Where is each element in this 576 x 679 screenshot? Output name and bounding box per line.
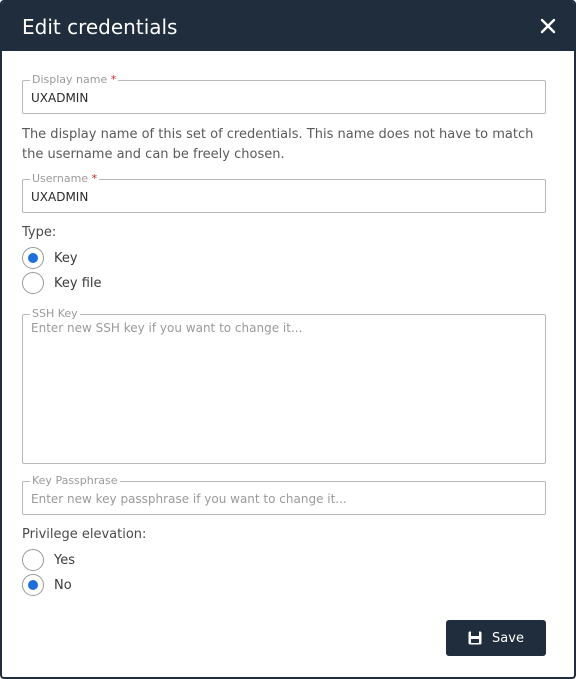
username-field <box>22 172 546 213</box>
ssh-key-textarea[interactable] <box>31 321 537 457</box>
required-marker: * <box>91 172 98 185</box>
type-option-key-file[interactable] <box>22 272 102 294</box>
privilege-no-label: No <box>54 577 72 593</box>
privilege-yes-label: Yes <box>54 552 75 568</box>
key-passphrase-label: Key Passphrase <box>32 474 118 487</box>
type-key-radio[interactable] <box>22 247 44 269</box>
close-icon <box>540 18 556 34</box>
type-key-file-radio[interactable] <box>22 272 44 294</box>
type-key-file-label: Key file <box>54 275 102 291</box>
ssh-key-label: SSH Key <box>32 307 78 320</box>
required-marker: * <box>110 73 117 86</box>
privilege-option-yes[interactable] <box>22 549 75 571</box>
type-option-key[interactable] <box>22 247 78 269</box>
privilege-no-radio[interactable] <box>22 574 44 596</box>
close-button[interactable] <box>536 14 560 38</box>
dialog-header <box>2 2 574 51</box>
username-label: Username * <box>32 172 98 185</box>
display-name-field <box>22 73 546 114</box>
floppy-disk-icon <box>468 631 482 645</box>
save-button[interactable] <box>446 620 546 656</box>
save-button-label: Save <box>492 630 524 646</box>
privilege-option-no[interactable] <box>22 574 72 596</box>
ssh-key-field <box>22 307 546 464</box>
display-name-label: Display name * <box>32 73 117 86</box>
username-input[interactable] <box>31 189 537 205</box>
type-key-label: Key <box>54 250 78 266</box>
display-name-help: The display name of this set of credentials. This name does not have to match the username and can be freely chosen. <box>22 127 534 162</box>
type-label: Type: <box>22 225 57 240</box>
dialog-title: Edit credentials <box>22 14 178 39</box>
key-passphrase-input[interactable] <box>31 491 537 507</box>
privilege-elevation-label: Privilege elevation: <box>22 527 147 542</box>
display-name-input[interactable] <box>31 90 537 106</box>
privilege-yes-radio[interactable] <box>22 549 44 571</box>
key-passphrase-field <box>22 474 546 515</box>
